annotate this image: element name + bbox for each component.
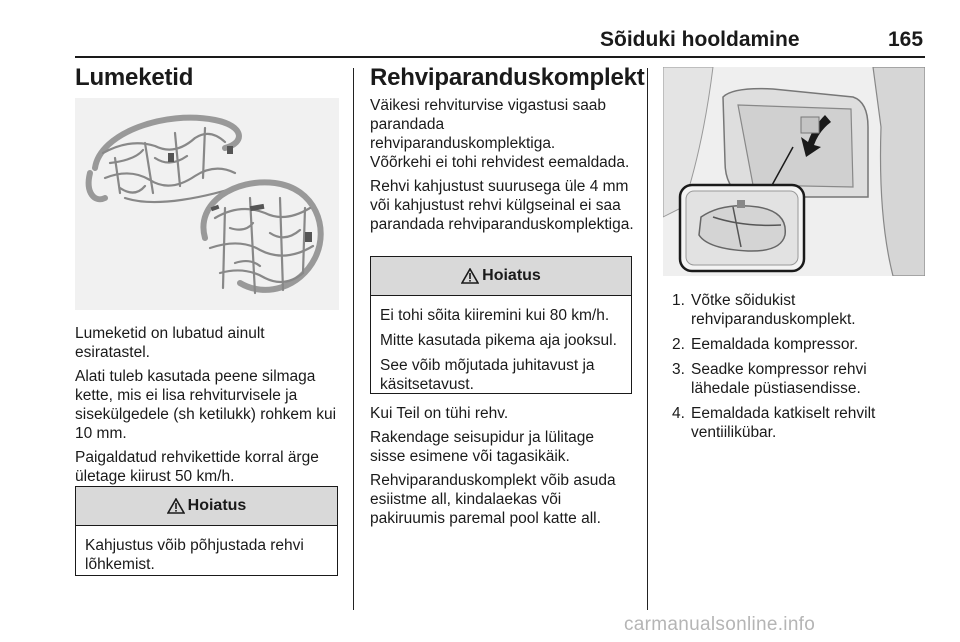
step-text: Võtke sõidukist rehviparanduskomplekt. (691, 292, 856, 328)
warning-header (76, 487, 337, 526)
left-paragraph-2: Alati tuleb kasutada peene silmaga kette, mis ei lisa rehviturvisele ja sisekülgedele (sh ketilukk) rohkem kui 10 mm. (75, 368, 337, 442)
warning-text-3: See võib mõjutada juhitavust ja käsitsetavust. (380, 357, 595, 393)
list-item (672, 291, 922, 329)
page-number: 165 (888, 28, 924, 51)
snow-chains-illustration (75, 98, 339, 310)
running-header-title: Sõiduki hooldamine (600, 28, 800, 51)
middle-after-paragraph-2: Rakendage seisupidur ja lülitage sisse esimene või tagasikäik. (370, 429, 595, 465)
column-divider-left (353, 68, 354, 610)
step-text: Eemaldada kompressor. (691, 336, 859, 353)
middle-paragraph-1: Väikesi rehviturvise vigastusi saab parandada rehviparanduskomplektiga. (370, 97, 607, 152)
section-title-snow-chains: Lumeketid (75, 64, 194, 91)
list-item (672, 335, 922, 354)
list-item (672, 360, 922, 398)
step-number: 1. (672, 292, 685, 309)
repair-kit-location-figure (663, 67, 925, 276)
warning-triangle-icon (461, 268, 479, 284)
warning-title: Hoiatus (482, 267, 541, 284)
watermark: carmanualsonline.info (624, 614, 816, 635)
step-text: Eemaldada katkiselt rehvilt ventiilikübar. (691, 405, 876, 441)
warning-box-snow-chains (75, 486, 338, 576)
left-paragraph-3: Paigaldatud rehvikettide korral ärge ületage kiirust 50 km/h. (75, 449, 319, 485)
warning-text-1: Ei tohi sõita kiiremini kui 80 km/h. (380, 307, 610, 324)
list-item (672, 404, 922, 442)
step-number: 4. (672, 405, 685, 422)
section-title-tyre-repair-kit: Rehviparanduskomplekt (370, 64, 645, 91)
middle-after-paragraph-1: Kui Teil on tühi rehv. (370, 405, 509, 422)
warning-title: Hoiatus (187, 497, 247, 514)
middle-after-paragraph-3: Rehviparanduskomplekt võib asuda esiistme all, kindalaekas või pakiruumis paremal pool katte all. (370, 472, 616, 527)
middle-paragraph-2: Võõrkehi ei tohi rehvidest eemaldada. (370, 154, 630, 171)
warning-box-tyre-repair (370, 256, 632, 394)
column-divider-right (647, 68, 648, 610)
warning-text-2: Mitte kasutada pikema aja jooksul. (380, 332, 617, 349)
warning-header (371, 257, 631, 296)
step-text: Seadke kompressor rehvi lähedale püstiasendisse. (691, 361, 867, 397)
repair-steps-list (672, 291, 922, 448)
step-number: 3. (672, 361, 685, 378)
warning-text: Kahjustus võib põhjustada rehvi lõhkemist. (85, 537, 304, 573)
snow-chains-figure (75, 98, 339, 310)
warning-triangle-icon (167, 498, 185, 514)
repair-kit-illustration (663, 67, 925, 276)
step-number: 2. (672, 336, 685, 353)
middle-paragraph-3: Rehvi kahjustust suurusega üle 4 mm või kahjustust rehvi külgseinal ei saa parandada rehviparanduskomplektiga. (370, 178, 634, 233)
header-rule (75, 56, 925, 58)
left-paragraph-1: Lumeketid on lubatud ainult esiratastel. (75, 325, 265, 361)
